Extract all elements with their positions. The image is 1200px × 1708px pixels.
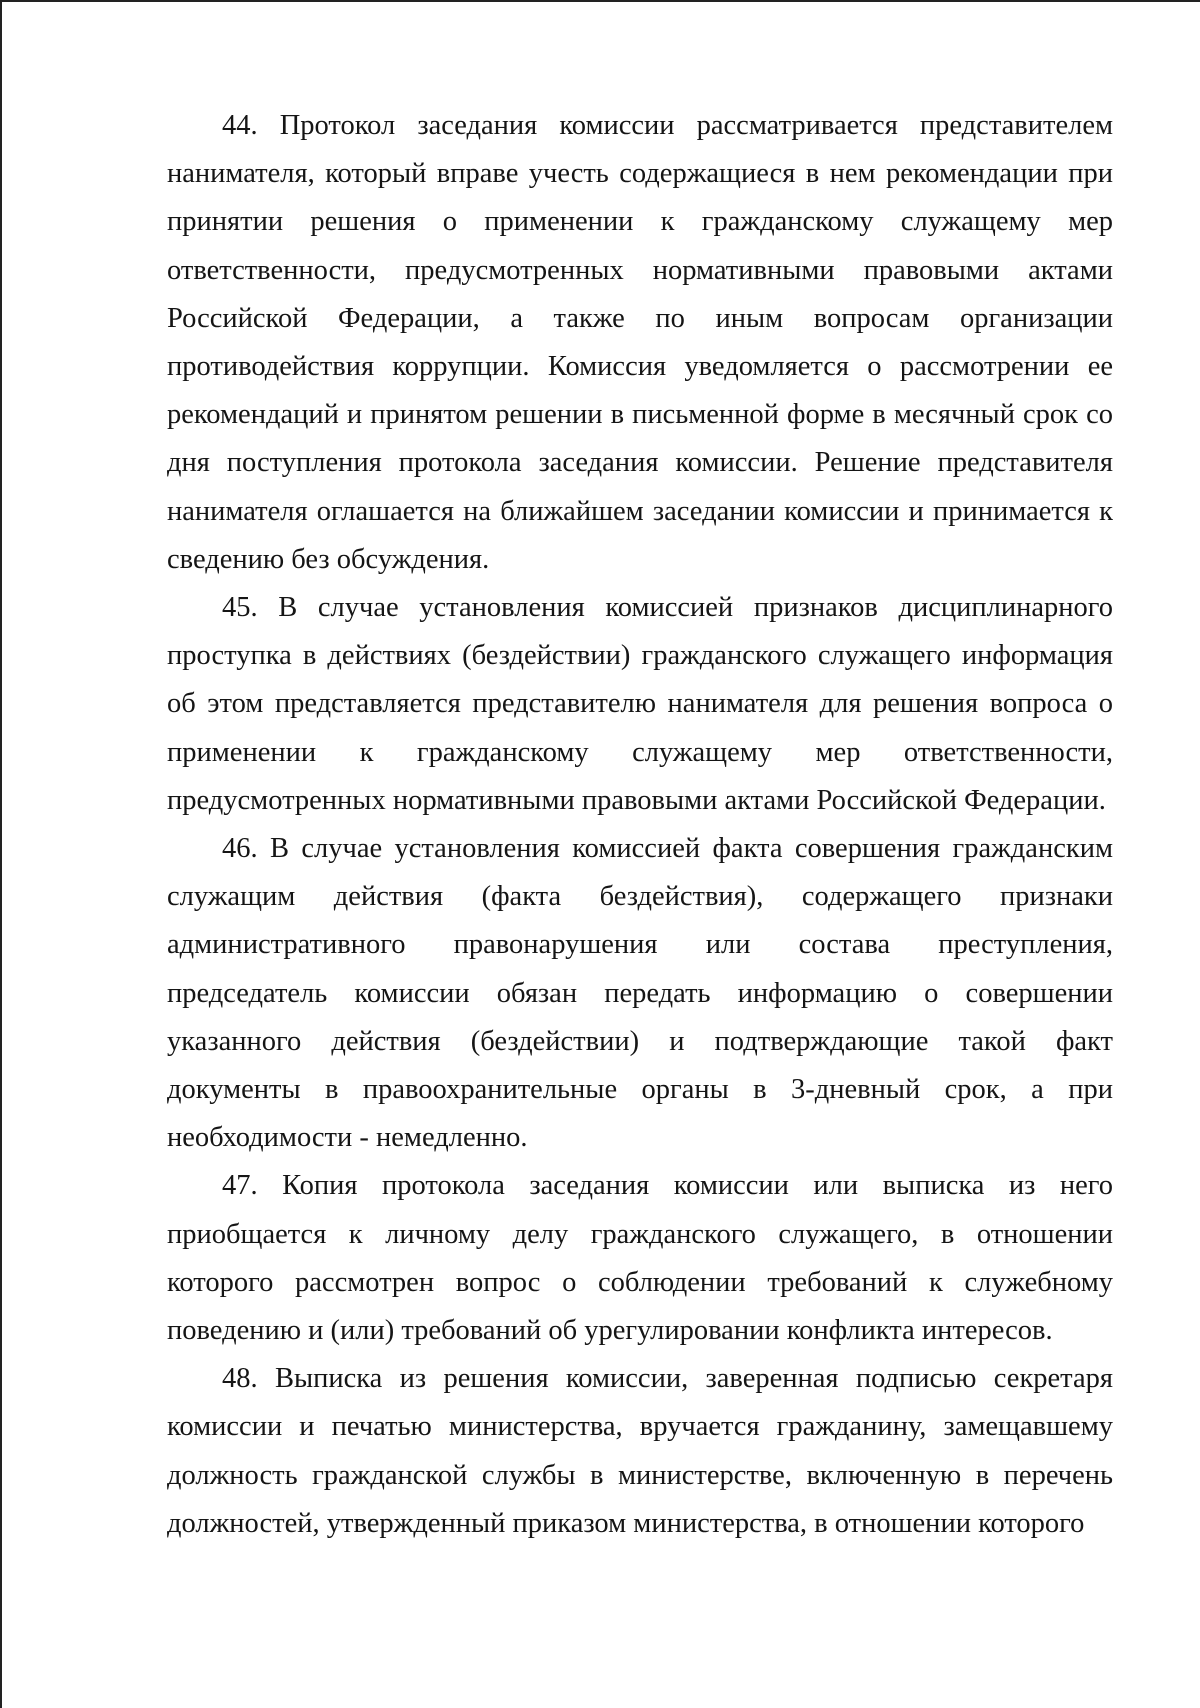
- scan-border-left: [0, 0, 2, 1708]
- paragraph-46: 46. В случае установления комиссией факта совершения гражданским служащим действия (факта бездействия), содержащего признаки административного правонарушения или состава преступления, председатель комиссии обязан передать информацию о совершении указанного действия (бездействии) и подтверждающие такой факт документы в правоохранительные органы в 3-дневный срок, а при необходимости - немедленно.: [167, 833, 1113, 1154]
- paragraph-48: 48. Выписка из решения комиссии, заверенная подписью секретаря комиссии и печатью министерства, вручается гражданину, замещавшему должность гражданской службы в министерстве, включенную в перечень должностей, утвержденный приказом министерства, в отношении которого: [167, 1363, 1113, 1539]
- scan-border-top: [0, 0, 1200, 2]
- paragraph-45: 45. В случае установления комиссией признаков дисциплинарного проступка в действиях (бездействии) гражданского служащего информация об этом представляется представителю нанимателя для решения вопроса о применении к гражданскому служащему мер ответственности, предусмотренных нормативными правовыми актами Российской Федерации.: [167, 592, 1113, 816]
- document-body: [167, 102, 1113, 1548]
- paragraph-44: 44. Протокол заседания комиссии рассматривается представителем нанимателя, который вправе учесть содержащиеся в нем рекомендации при принятии решения о применении к гражданскому служащему мер ответственности, предусмотренных нормативными правовыми актами Российской Федерации, а также по иным вопросам организации противодействия коррупции. Комиссия уведомляется о рассмотрении ее рекомендаций и принятом решении в письменной форме в месячный срок со дня поступления протокола заседания комиссии. Решение представителя нанимателя оглашается на ближайшем заседании комиссии и принимается к сведению без обсуждения.: [167, 110, 1113, 575]
- paragraph-47: 47. Копия протокола заседания комиссии или выписка из него приобщается к личному делу гражданского служащего, в отношении которого рассмотрен вопрос о соблюдении требований к служебному поведению и (или) требований об урегулировании конфликта интересов.: [167, 1170, 1113, 1347]
